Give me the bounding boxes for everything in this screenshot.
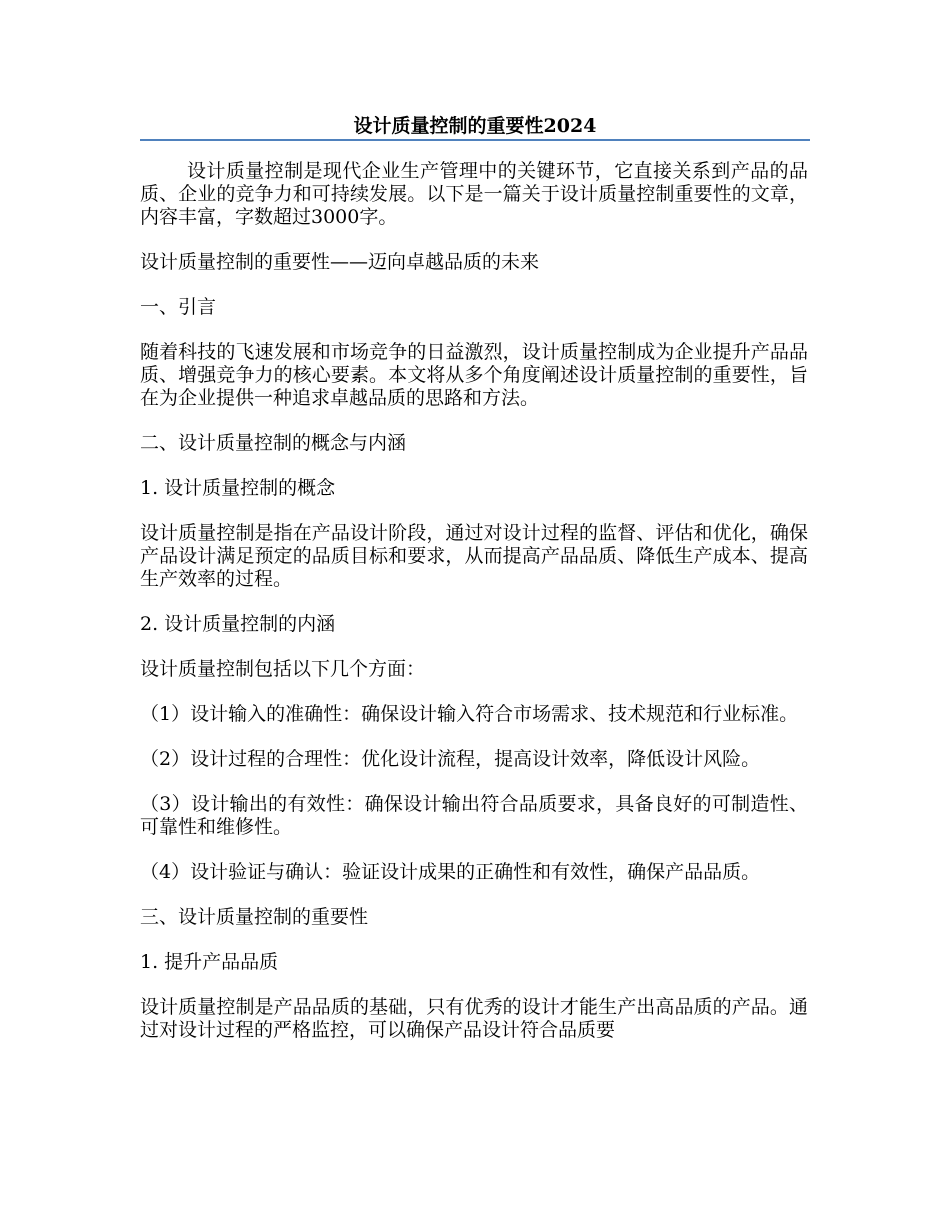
paragraph: 随着科技的飞速发展和市场竞争的日益激烈，设计质量控制成为企业提升产品品质、增强竞争力的核心要素。本文将从多个角度阐述设计质量控制的重要性，旨在为企业提供一种追求卓越品质的思路和方法。 bbox=[140, 341, 808, 409]
paragraph: 设计质量控制是指在产品设计阶段，通过对设计过程的监督、评估和优化，确保产品设计满足预定的品质目标和要求，从而提高产品品质、降低生产成本、提高生产效率的过程。 bbox=[140, 522, 808, 590]
list-item: （2）设计过程的合理性：优化设计流程，提高设计效率，降低设计风险。 bbox=[140, 748, 761, 770]
document-body bbox=[140, 160, 808, 1064]
article-title-line: 设计质量控制的重要性——迈向卓越品质的未来 bbox=[140, 251, 540, 273]
subsection-heading: 2. 设计质量控制的内涵 bbox=[140, 613, 336, 635]
document-title: 设计质量控制的重要性2024 bbox=[353, 115, 597, 137]
title-underline bbox=[140, 139, 810, 141]
subsection-heading: 1. 设计质量控制的概念 bbox=[140, 477, 336, 499]
section-heading: 二、设计质量控制的概念与内涵 bbox=[140, 432, 407, 454]
list-item: （1）设计输入的准确性：确保设计输入符合市场需求、技术规范和行业标准。 bbox=[140, 703, 799, 725]
paragraph: 设计质量控制是产品品质的基础，只有优秀的设计才能生产出高品质的产品。通过对设计过程的严格监控，可以确保产品设计符合品质要 bbox=[140, 996, 808, 1041]
list-item: （4）设计验证与确认：验证设计成果的正确性和有效性，确保产品品质。 bbox=[140, 861, 761, 883]
subsection-heading: 1. 提升产品品质 bbox=[140, 951, 279, 973]
section-heading: 三、设计质量控制的重要性 bbox=[140, 906, 369, 928]
intro-paragraph: 设计质量控制是现代企业生产管理中的关键环节，它直接关系到产品的品质、企业的竞争力和可持续发展。以下是一篇关于设计质量控制重要性的文章，内容丰富，字数超过3000字。 bbox=[140, 160, 808, 228]
section-heading: 一、引言 bbox=[140, 296, 217, 318]
paragraph: 设计质量控制包括以下几个方面： bbox=[140, 658, 426, 680]
list-item: （3）设计输出的有效性：确保设计输出符合品质要求，具备良好的可制造性、可靠性和维修性。 bbox=[140, 793, 808, 838]
